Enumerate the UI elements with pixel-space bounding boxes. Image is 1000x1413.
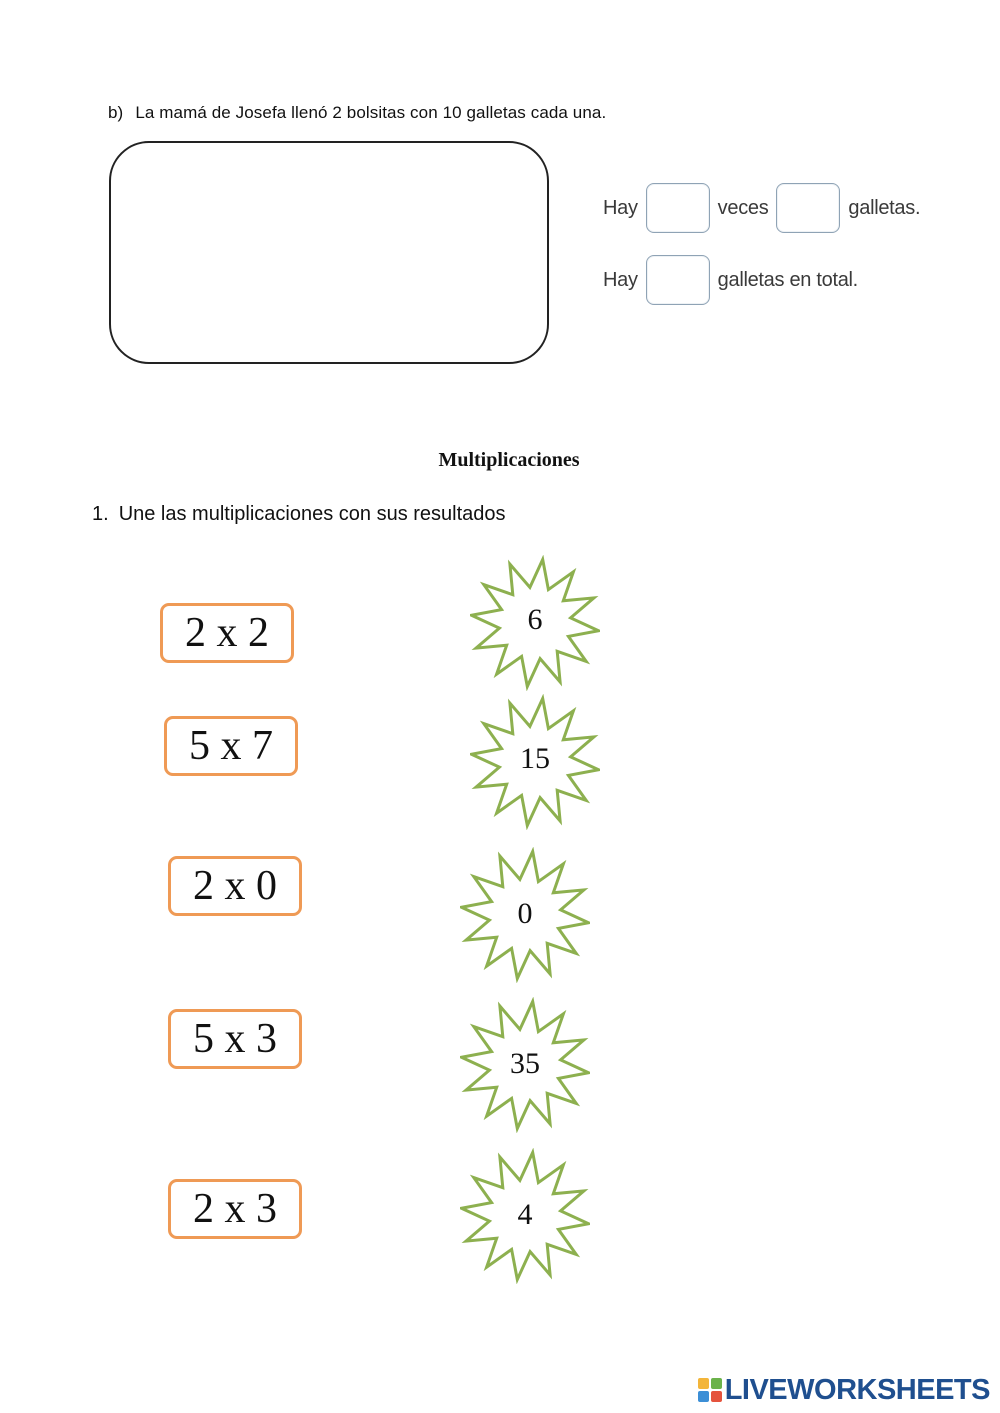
instruction-text: Une las multiplicaciones con sus resultados (118, 503, 506, 525)
answer-box-times[interactable] (646, 183, 710, 233)
word-hay: Hay (603, 268, 638, 291)
watermark-text: LIVEWORKSHEETS (724, 1373, 990, 1406)
word-hay: Hay (603, 196, 638, 219)
word-galletas-total: galletas en total. (717, 268, 858, 291)
question-b (108, 103, 606, 123)
drawing-area[interactable] (109, 141, 549, 364)
result-star[interactable] (460, 997, 590, 1133)
result-star[interactable] (460, 1148, 590, 1284)
mult-card[interactable]: 5 x 7 (164, 716, 298, 776)
instruction-number: 1. (92, 503, 109, 525)
fill-line-times (603, 181, 920, 235)
watermark (698, 1375, 990, 1405)
result-label: 35 (510, 1047, 540, 1080)
result-star[interactable] (470, 694, 600, 830)
instruction (92, 503, 506, 526)
result-star[interactable] (460, 847, 590, 983)
section-title: Multiplicaciones (438, 449, 580, 471)
word-galletas: galletas. (848, 196, 921, 219)
result-label: 0 (517, 897, 533, 930)
question-text: La mamá de Josefa llenó 2 bolsitas con 10 galletas cada una. (135, 103, 607, 122)
answer-box-total[interactable] (646, 255, 710, 305)
answer-box-cookies[interactable] (776, 183, 840, 233)
result-label: 4 (517, 1198, 533, 1231)
result-label: 6 (527, 603, 543, 636)
result-star[interactable] (470, 555, 600, 691)
mult-card[interactable]: 2 x 3 (168, 1179, 302, 1239)
mult-card[interactable]: 5 x 3 (168, 1009, 302, 1069)
liveworksheets-logo-icon (698, 1378, 722, 1402)
mult-card[interactable]: 2 x 0 (168, 856, 302, 916)
mult-card[interactable]: 2 x 2 (160, 603, 294, 663)
word-veces: veces (717, 196, 769, 219)
question-marker: b) (108, 103, 124, 122)
fill-line-total (603, 253, 858, 307)
result-label: 15 (520, 742, 550, 775)
